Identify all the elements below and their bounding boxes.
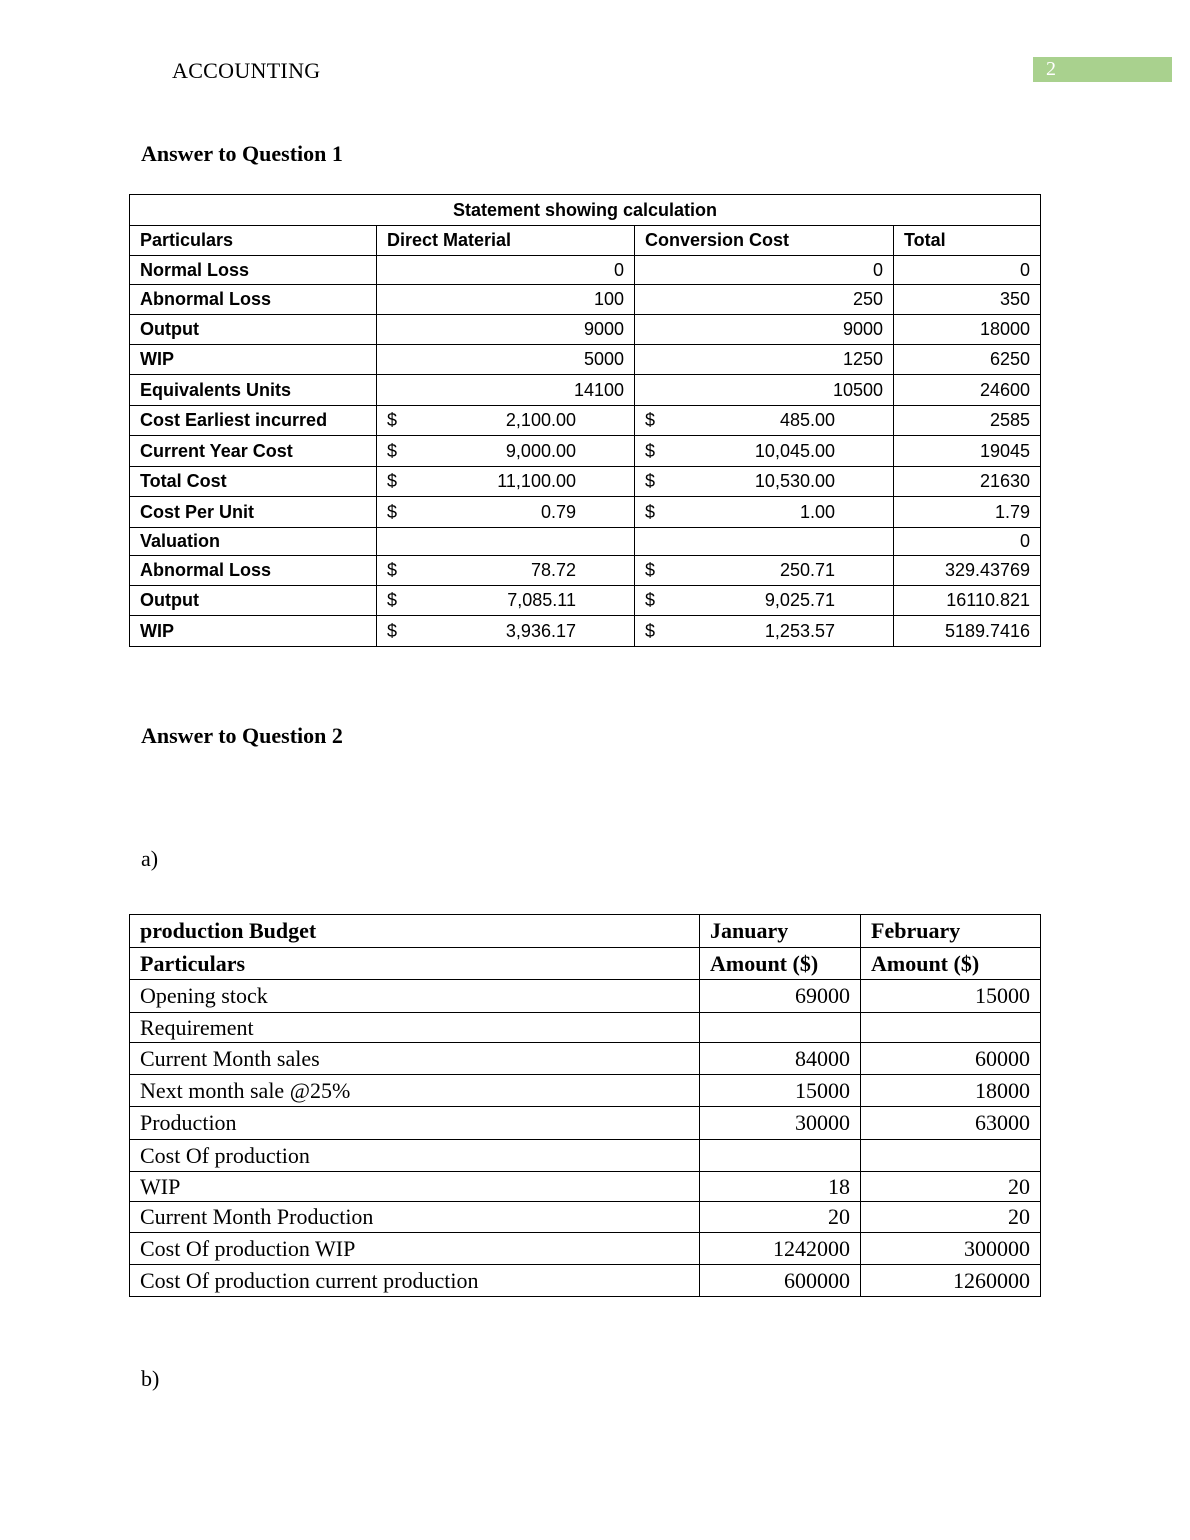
table-row: [130, 406, 1041, 436]
conversion-cost-cell: [635, 406, 894, 436]
amount-value: 11,100.00: [497, 471, 576, 491]
total-cell: 24600: [894, 375, 1041, 406]
table-row: [130, 375, 1041, 406]
table-row: [130, 528, 1041, 556]
direct-material-cell: 5000: [377, 345, 635, 375]
total-cell: 18000: [894, 315, 1041, 345]
row-label: Total Cost: [130, 467, 377, 497]
row-label: Current Month Production: [130, 1202, 700, 1233]
january-value: [700, 1140, 861, 1172]
conversion-cost-cell: [635, 467, 894, 497]
column-header: Total: [894, 226, 1041, 256]
amount-value: 78.72: [530, 560, 576, 580]
table-row: [130, 980, 1041, 1013]
direct-material-cell: 9000: [377, 315, 635, 345]
calculation-statement-table: [129, 194, 1041, 647]
total-cell: 0: [894, 528, 1041, 556]
february-value: 1260000: [861, 1265, 1041, 1297]
conversion-cost-cell: [635, 586, 894, 616]
direct-material-cell: 14100: [377, 375, 635, 406]
table-row: [130, 315, 1041, 345]
row-label: Requirement: [130, 1013, 700, 1043]
row-label: WIP: [130, 616, 377, 647]
january-value: 600000: [700, 1265, 861, 1297]
amount-value: 10,045.00: [754, 440, 835, 461]
page-number: 2: [1033, 57, 1172, 82]
q2-heading: Answer to Question 2: [141, 723, 343, 748]
amount-header: Amount ($): [700, 948, 861, 980]
table-row: [130, 616, 1041, 647]
direct-material-cell: 100: [377, 285, 635, 315]
currency-symbol: $: [645, 560, 656, 580]
row-label: Cost Of production WIP: [130, 1233, 700, 1265]
row-label: Current Year Cost: [130, 436, 377, 467]
table-row: [130, 1202, 1041, 1233]
amount-value: 1,253.57: [764, 620, 835, 641]
table-row: [130, 1043, 1041, 1075]
total-cell: 19045: [894, 436, 1041, 467]
amount-value: 485.00: [779, 410, 835, 430]
amount-value: 0.79: [540, 501, 576, 522]
row-label: Valuation: [130, 528, 377, 556]
total-cell: 16110.821: [894, 586, 1041, 616]
february-value: [861, 1140, 1041, 1172]
amount-value: 9,000.00: [505, 440, 576, 461]
amount-value: 1.00: [799, 501, 835, 522]
currency-symbol: $: [387, 440, 398, 461]
row-label: Normal Loss: [130, 256, 377, 285]
row-label: Abnormal Loss: [130, 556, 377, 586]
direct-material-cell: [377, 406, 635, 436]
currency-symbol: $: [645, 620, 656, 641]
february-value: 60000: [861, 1043, 1041, 1075]
currency-symbol: $: [645, 471, 656, 491]
part-a-label: a): [141, 846, 159, 871]
amount-value: 3,936.17: [505, 620, 576, 641]
conversion-cost-cell: 10500: [635, 375, 894, 406]
row-label: Production: [130, 1107, 700, 1140]
currency-symbol: $: [387, 590, 398, 610]
amount-value: 9,025.71: [764, 590, 835, 610]
conversion-cost-cell: 250: [635, 285, 894, 315]
table-row: [130, 497, 1041, 528]
conversion-cost-cell: 0: [635, 256, 894, 285]
direct-material-cell: [377, 497, 635, 528]
running-header: ACCOUNTING: [172, 58, 321, 83]
total-cell: 21630: [894, 467, 1041, 497]
table-row: [130, 256, 1041, 285]
conversion-cost-cell: [635, 497, 894, 528]
january-value: 18: [700, 1172, 861, 1202]
table-row: [130, 1107, 1041, 1140]
amount-value: 7,085.11: [507, 590, 576, 610]
direct-material-cell: [377, 556, 635, 586]
row-label: Opening stock: [130, 980, 700, 1013]
total-cell: 1.79: [894, 497, 1041, 528]
direct-material-cell: [377, 586, 635, 616]
total-cell: 350: [894, 285, 1041, 315]
table-row: [130, 436, 1041, 467]
table-row: [130, 586, 1041, 616]
direct-material-cell: [377, 616, 635, 647]
amount-value: 250.71: [779, 560, 835, 580]
currency-symbol: $: [387, 560, 398, 580]
currency-symbol: $: [645, 590, 656, 610]
currency-symbol: $: [387, 410, 398, 430]
column-header: Direct Material: [377, 226, 635, 256]
amount-header: Amount ($): [861, 948, 1041, 980]
currency-symbol: $: [645, 501, 656, 522]
month-header-january: January: [700, 915, 861, 948]
conversion-cost-cell: [635, 528, 894, 556]
row-label: Abnormal Loss: [130, 285, 377, 315]
currency-symbol: $: [645, 440, 656, 461]
january-value: 1242000: [700, 1233, 861, 1265]
february-value: 15000: [861, 980, 1041, 1013]
conversion-cost-cell: [635, 436, 894, 467]
currency-symbol: $: [387, 471, 398, 491]
row-label: Next month sale @25%: [130, 1075, 700, 1107]
currency-symbol: $: [387, 620, 398, 641]
total-cell: 2585: [894, 406, 1041, 436]
table-row: [130, 345, 1041, 375]
conversion-cost-cell: 9000: [635, 315, 894, 345]
february-value: 20: [861, 1172, 1041, 1202]
january-value: 69000: [700, 980, 861, 1013]
table-row: [130, 1172, 1041, 1202]
january-value: 30000: [700, 1107, 861, 1140]
direct-material-cell: 0: [377, 256, 635, 285]
row-label: Output: [130, 586, 377, 616]
total-cell: 0: [894, 256, 1041, 285]
row-label: WIP: [130, 345, 377, 375]
direct-material-cell: [377, 436, 635, 467]
total-cell: 5189.7416: [894, 616, 1041, 647]
q1-heading: Answer to Question 1: [141, 141, 343, 166]
direct-material-cell: [377, 528, 635, 556]
table-row: [130, 1140, 1041, 1172]
table-title: Statement showing calculation: [130, 195, 1041, 226]
column-header: Conversion Cost: [635, 226, 894, 256]
row-label: Equivalents Units: [130, 375, 377, 406]
budget-title: production Budget: [130, 915, 700, 948]
row-label: Cost Per Unit: [130, 497, 377, 528]
row-label: Cost Earliest incurred: [130, 406, 377, 436]
row-label: WIP: [130, 1172, 700, 1202]
january-value: 84000: [700, 1043, 861, 1075]
conversion-cost-cell: 1250: [635, 345, 894, 375]
month-header-february: February: [861, 915, 1041, 948]
total-cell: 329.43769: [894, 556, 1041, 586]
currency-symbol: $: [645, 410, 656, 430]
february-value: 63000: [861, 1107, 1041, 1140]
table-row: [130, 1233, 1041, 1265]
row-label: Cost Of production current production: [130, 1265, 700, 1297]
table-row: [130, 1013, 1041, 1043]
january-value: 15000: [700, 1075, 861, 1107]
conversion-cost-cell: [635, 556, 894, 586]
row-label: Output: [130, 315, 377, 345]
production-budget-table: [129, 914, 1041, 1297]
currency-symbol: $: [387, 501, 398, 522]
february-value: 18000: [861, 1075, 1041, 1107]
table-row: [130, 1265, 1041, 1297]
part-b-label: b): [141, 1366, 160, 1391]
table-row: [130, 285, 1041, 315]
conversion-cost-cell: [635, 616, 894, 647]
january-value: [700, 1013, 861, 1043]
february-value: 20: [861, 1202, 1041, 1233]
table-row: [130, 467, 1041, 497]
total-cell: 6250: [894, 345, 1041, 375]
table-row: [130, 556, 1041, 586]
january-value: 20: [700, 1202, 861, 1233]
table-row: [130, 1075, 1041, 1107]
february-value: 300000: [861, 1233, 1041, 1265]
column-header: Particulars: [130, 226, 377, 256]
particulars-header: Particulars: [130, 948, 700, 980]
amount-value: 2,100.00: [505, 410, 576, 430]
row-label: Cost Of production: [130, 1140, 700, 1172]
amount-value: 10,530.00: [754, 471, 835, 491]
direct-material-cell: [377, 467, 635, 497]
february-value: [861, 1013, 1041, 1043]
row-label: Current Month sales: [130, 1043, 700, 1075]
